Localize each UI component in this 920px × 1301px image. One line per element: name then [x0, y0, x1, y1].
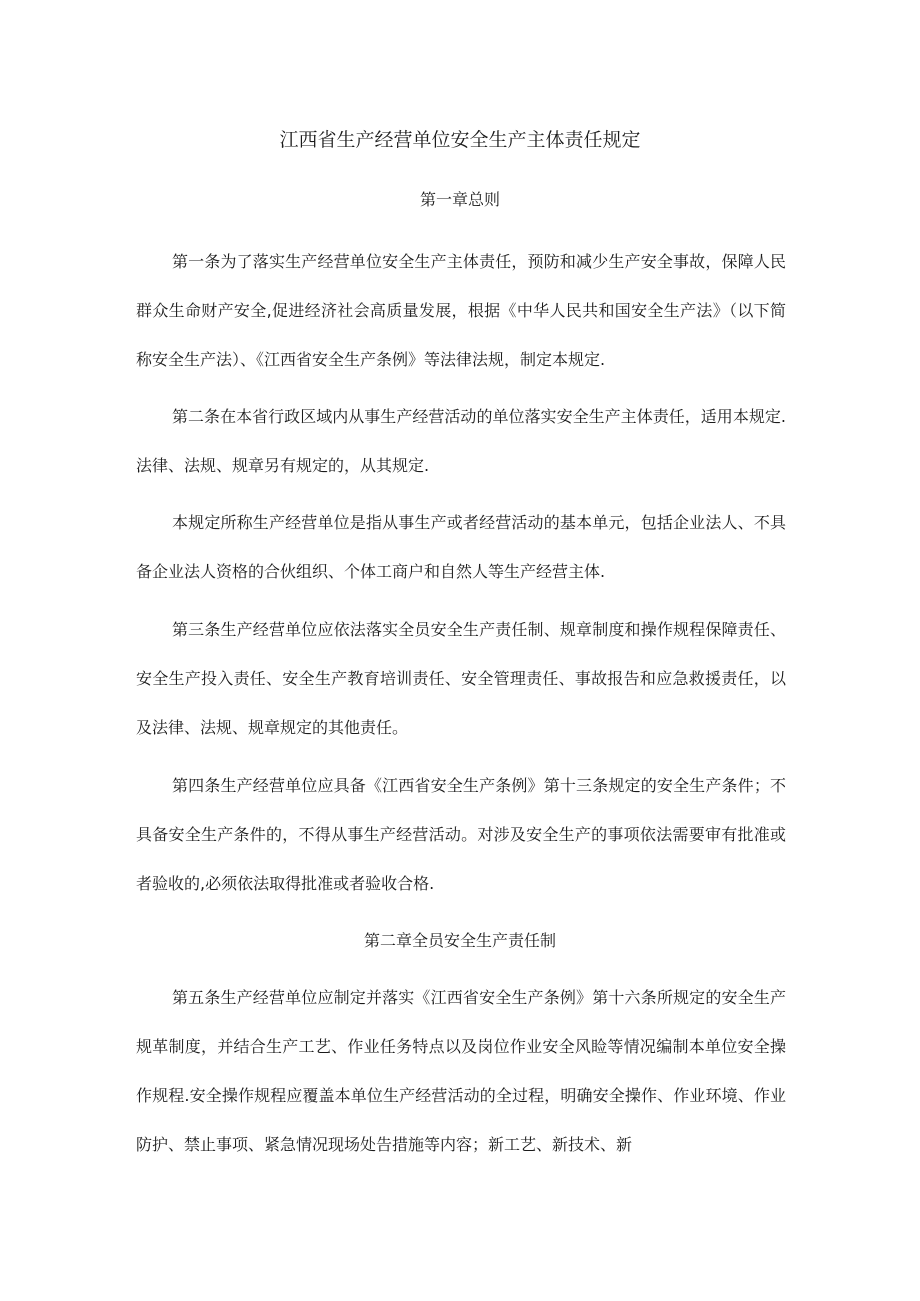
article-paragraph: 第四条生产经营单位应具备《江西省安全生产条例》第十三条规定的安全生产条件；不具备安全生产条件的，不得从事生产经营活动。对涉及安全生产的事项依法需要审有批准或者验收的,必须依法取得批准或者验收合格. [136, 776, 786, 893]
article-paragraph: 第二条在本省行政区域内从事生产经营活动的单位落实安全生产主体责任，适用本规定.法律、法规、规章另有规定的，从其规定. [136, 407, 786, 475]
article-paragraph: 第一条为了落实生产经营单位安全生产主体责任，预防和减少生产安全事故，保障人民群众生命财产安全,促进经济社会高质量发展，根据《中华人民共和国安全生产法》（以下简称安全生产法）、《江西省安全生产条例》等法律法规，制定本规定. [136, 252, 786, 369]
chapter-heading: 第二章全员安全生产责任制 [363, 931, 556, 950]
article-paragraph: 第五条生产经营单位应制定并落实《江西省安全生产条例》第十六条所规定的安全生产规革制度，并结合生产工艺、作业任务特点以及岗位作业安全风睑等情况编制本单位安全操作规程.安全操作规程应覆盖本单位生产经营活动的全过程，明确安全操作、作业环境、作业防护、禁止事项、紧急情况现场处告措施等内容；新工艺、新技术、新 [136, 988, 786, 1154]
document-title: 江西省生产经营单位安全生产主体责任规定 [279, 129, 641, 151]
article-paragraph: 本规定所称生产经营单位是指从事生产或者经营活动的基本单元，包括企业法人、不具备企业法人资格的合伙组织、个体工商户和自然人等生产经营主体. [136, 513, 786, 581]
article-paragraph: 第三条生产经营单位应依法落实全员安全生产责任制、规章制度和操作规程保障责任、安全生产投入责任、安全生产教育培训责任、安全管理责任、事故报告和应急救援责任，以及法律、法规、规章规定的其他责任。 [136, 620, 786, 737]
chapter-heading: 第一章总则 [419, 190, 500, 209]
